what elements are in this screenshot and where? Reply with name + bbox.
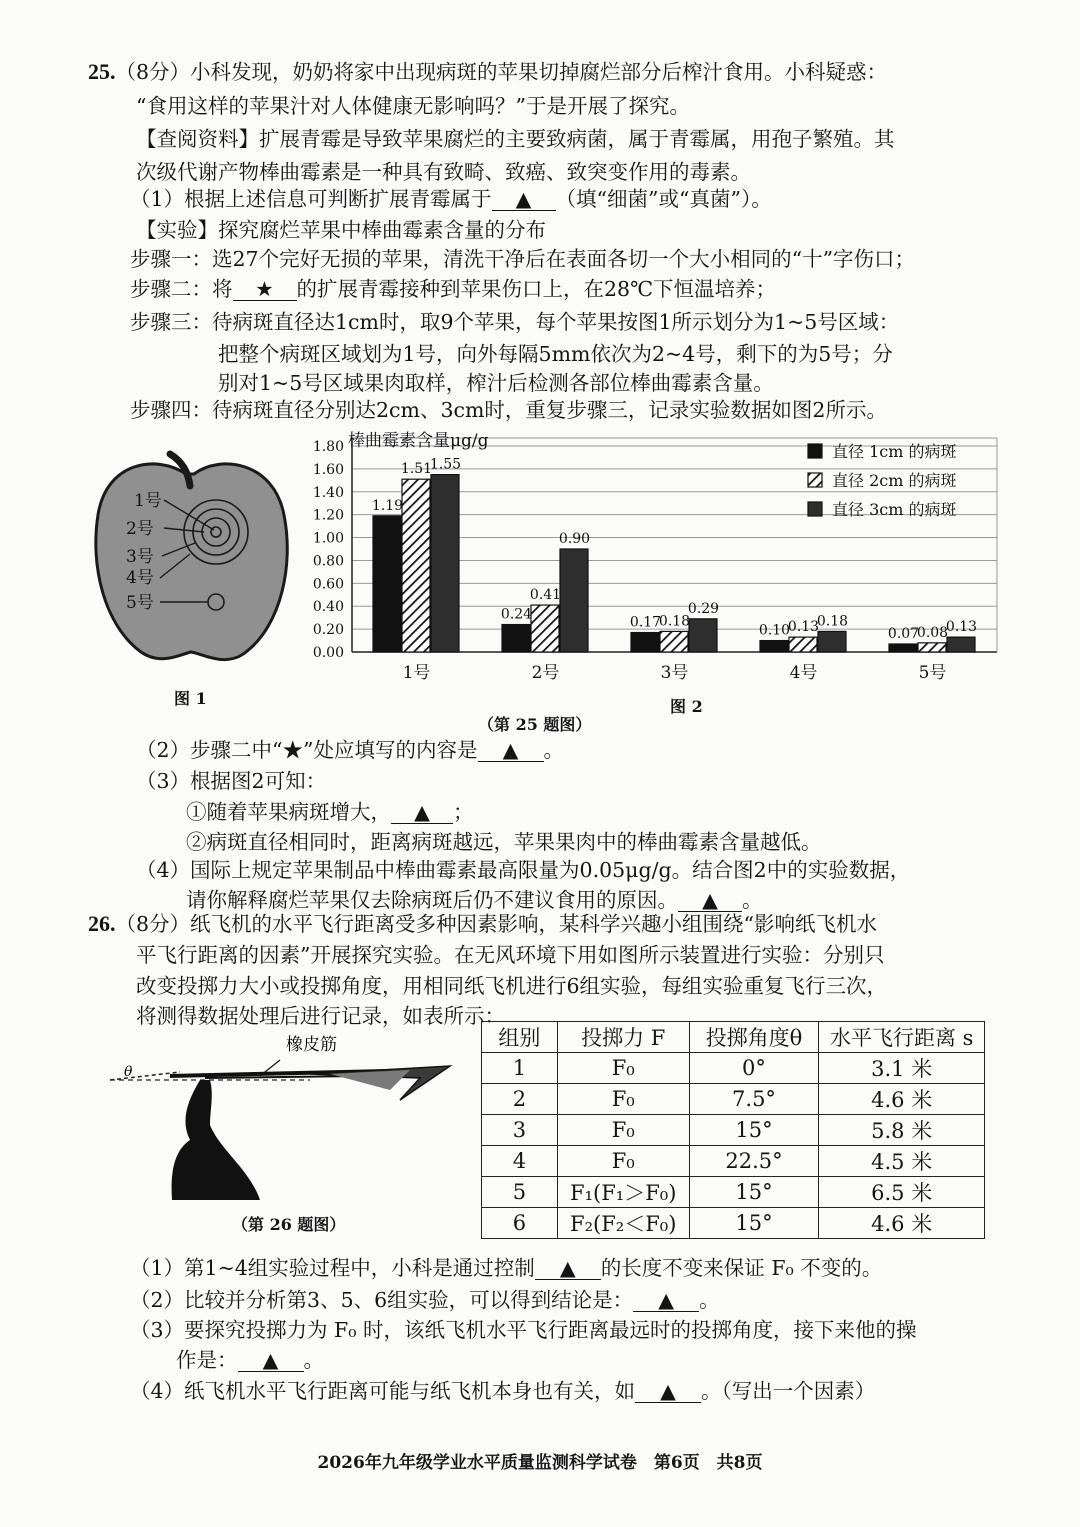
x-tick-label: 5号	[918, 663, 947, 683]
table-cell: 7.5°	[689, 1084, 819, 1115]
bar	[760, 641, 788, 652]
bar-value-label: 0.10	[758, 622, 791, 639]
bar-value-label: 0.13	[787, 619, 820, 636]
table-row	[482, 1146, 985, 1177]
q25-step3-1: 步骤三：待病斑直径达1cm时，取9个苹果，每个苹果按图1所示划分为1~5号区域：	[130, 310, 900, 334]
q26-line-4: 将测得数据处理后进行记录，如表所示：	[136, 1004, 505, 1028]
q26-sub3-line2: 作是： ▲ 。	[176, 1348, 324, 1372]
q25-line-2: “食用这样的苹果汁对人体健康无影响吗？”于是开展了探究。	[136, 94, 690, 118]
bar-value-label: 0.18	[816, 613, 849, 630]
q25-line-1: 25.（8分）小科发现，奶奶将家中出现病斑的苹果切掉腐烂部分后榨汁食用。小科疑惑：	[88, 59, 888, 84]
q25-sub3-item1: ①随着苹果病斑增大， ▲ ；	[186, 800, 474, 824]
bar-value-label: 0.24	[500, 606, 533, 623]
y-tick-label: 1.40	[312, 484, 344, 501]
launcher-figure	[110, 1030, 460, 1200]
experiment-table	[481, 1021, 985, 1239]
apple-figure	[86, 440, 296, 690]
table-cell: F₀	[557, 1053, 689, 1084]
bar-value-label: 0.90	[558, 531, 591, 547]
y-tick-label: 0.00	[312, 645, 344, 661]
bar-value-label: 0.29	[687, 600, 720, 617]
bar	[373, 516, 401, 652]
bar	[818, 631, 846, 652]
q26-line-2: 平飞行距离的因素”开展探究实验。在无风环境下用如图所示装置进行实验：分别只	[136, 943, 885, 967]
chart-legend	[808, 442, 957, 519]
x-tick-label: 4号	[789, 663, 818, 683]
bar-value-label: 1.55	[429, 456, 462, 473]
bar	[502, 625, 530, 652]
y-tick-label: 1.20	[312, 507, 344, 524]
q25-line-3: 【查阅资料】扩展青霉是导致苹果腐烂的主要致病菌，属于青霉属，用孢子繁殖。其	[136, 127, 895, 151]
bar	[889, 644, 917, 652]
q26-line-3: 改变投掷力大小或投掷角度，用相同纸飞机进行6组实验，每组实验重复飞行三次，	[136, 974, 888, 998]
q25-step3-3: 别对1~5号区域果肉取样，榨汁后检测各部位棒曲霉素含量。	[218, 371, 774, 395]
table-cell: 3.1 米	[819, 1053, 985, 1084]
star-blank[interactable]: ★	[233, 278, 297, 301]
table-header: 投掷角度θ	[689, 1022, 819, 1053]
q25-line-4: 次级代谢产物棒曲霉素是一种具有致畸、致癌、致突变作用的毒素。	[136, 160, 751, 184]
q26-sub2: （2）比较并分析第3、5、6组实验，可以得到结论是： ▲ 。	[130, 1288, 720, 1312]
q25-experiment: 【实验】探究腐烂苹果中棒曲霉素含量的分布	[136, 218, 546, 242]
table-cell: 6.5 米	[819, 1177, 985, 1208]
table-cell: 1	[482, 1053, 558, 1084]
table-header-row	[482, 1022, 985, 1053]
q25-sub2: （2）步骤二中“★”处应填写的内容是 ▲ 。	[136, 738, 565, 762]
table-row	[482, 1177, 985, 1208]
q25-step3-2: 把整个病斑区域划为1号，向外每隔5mm依次为2~4号，剩下的为5号；分	[218, 342, 893, 366]
y-tick-label: 0.80	[312, 553, 344, 570]
y-tick-label: 0.60	[312, 576, 344, 593]
table-row	[482, 1208, 985, 1239]
table-cell: 0°	[689, 1053, 819, 1084]
fig1-caption: 图 1	[174, 689, 207, 708]
table-row	[482, 1084, 985, 1115]
bar	[402, 479, 430, 652]
answer-blank[interactable]: ▲	[535, 1257, 601, 1280]
x-tick-label: 2号	[531, 663, 560, 683]
bar-value-label: 0.18	[658, 613, 691, 630]
horizontal-reference-line	[110, 1072, 180, 1080]
region-label: 5号	[126, 593, 154, 613]
q25-sub3-item2: ②病斑直径相同时，距离病斑越远，苹果果肉中的棒曲霉素含量越低。	[186, 830, 822, 854]
q25-sub4-line2: 请你解释腐烂苹果仅去除病斑后仍不建议食用的原因。 ▲ 。	[186, 888, 763, 912]
bar	[631, 633, 659, 652]
table-row	[482, 1053, 985, 1084]
table-cell: 5.8 米	[819, 1115, 985, 1146]
table-cell: 4.6 米	[819, 1208, 985, 1239]
table-cell: 5	[482, 1177, 558, 1208]
answer-blank[interactable]: ▲	[391, 801, 453, 824]
region-label: 2号	[126, 519, 154, 539]
bar-value-label: 0.17	[629, 614, 662, 631]
legend-swatch	[808, 473, 822, 487]
table-cell: 4.6 米	[819, 1084, 985, 1115]
legend-label: 直径 3cm 的病斑	[832, 500, 957, 519]
table-cell: F₀	[557, 1084, 689, 1115]
fig2-caption: 图 2	[670, 697, 703, 716]
y-tick-label: 0.40	[312, 599, 344, 616]
bar	[560, 549, 588, 652]
q25-sub4-line1: （4）国际上规定苹果制品中棒曲霉素最高限量为0.05μg/g。结合图2中的实验数据，	[136, 858, 911, 882]
q25-step2: 步骤二：将 ★ 的扩展青霉接种到苹果伤口上，在28℃下恒温培养；	[130, 277, 777, 301]
y-tick-label: 0.20	[312, 622, 344, 639]
bar-value-label: 1.51	[400, 461, 433, 478]
table-cell: F₁(F₁＞F₀)	[557, 1177, 689, 1208]
table-cell: 22.5°	[689, 1146, 819, 1177]
region-label: 1号	[134, 491, 162, 511]
bar	[431, 475, 459, 652]
table-cell: F₀	[557, 1115, 689, 1146]
table-cell: 2	[482, 1084, 558, 1115]
q26-sub1: （1）第1~4组实验过程中，小科是通过控制 ▲ 的长度不变来保证 F₀ 不变的。	[130, 1256, 883, 1280]
q26-number: 26.	[88, 911, 116, 936]
q25-figure-caption: （第 25 题图）	[478, 715, 592, 734]
table-cell: 4.5 米	[819, 1146, 985, 1177]
bar	[689, 619, 717, 652]
answer-blank[interactable]: ▲	[478, 739, 544, 762]
legend-swatch	[808, 444, 822, 458]
bar	[660, 631, 688, 652]
table-cell: 6	[482, 1208, 558, 1239]
toxin-bar-chart	[300, 428, 1005, 688]
table-header: 组别	[482, 1022, 558, 1053]
legend-label: 直径 1cm 的病斑	[832, 442, 957, 461]
x-tick-label: 1号	[402, 663, 431, 683]
table-row	[482, 1115, 985, 1146]
table-cell: 15°	[689, 1115, 819, 1146]
bar-value-label: 0.08	[916, 624, 949, 641]
bar-value-label: 0.13	[945, 619, 978, 636]
q26-sub4: （4）纸飞机水平飞行距离可能与纸飞机本身也有关，如 ▲ 。（写出一个因素）	[130, 1379, 876, 1403]
bar	[918, 643, 946, 652]
q25-number: 25.	[88, 59, 116, 84]
answer-blank[interactable]: ▲	[633, 1289, 699, 1312]
table-cell: 15°	[689, 1177, 819, 1208]
table-header: 投掷力 F	[557, 1022, 689, 1053]
q26-line-1: 26.（8分）纸飞机的水平飞行距离受多种因素影响，某科学兴趣小组围绕“影响纸飞机水	[88, 911, 878, 936]
hand-silhouette	[172, 1080, 260, 1200]
y-axis-ticks	[313, 439, 344, 661]
legend-label: 直径 2cm 的病斑	[832, 471, 957, 490]
table-cell: 15°	[689, 1208, 819, 1239]
q25-step4: 步骤四：待病斑直径分别达2cm、3cm时，重复步骤三，记录实验数据如图2所示。	[130, 398, 887, 422]
bar-value-label: 0.41	[529, 587, 562, 604]
angle-label: θ	[124, 1064, 133, 1080]
table-cell: 3	[482, 1115, 558, 1146]
answer-blank[interactable]: ▲	[635, 1380, 701, 1403]
table-cell: 4	[482, 1146, 558, 1177]
table-header: 水平飞行距离 s	[819, 1022, 985, 1053]
rubber-band-label: 橡皮筋	[286, 1035, 337, 1055]
bar	[947, 637, 975, 652]
bar-value-label: 0.07	[887, 625, 920, 642]
q26-sub3-line1: （3）要探究投掷力为 F₀ 时，该纸飞机水平飞行距离最远时的投掷角度，接下来他的操	[130, 1318, 917, 1342]
y-axis-label: 棒曲霉素含量μg/g	[348, 431, 489, 451]
bar-value-label: 1.19	[371, 497, 404, 514]
answer-blank[interactable]: ▲	[492, 188, 556, 211]
bar	[531, 605, 559, 652]
y-tick-label: 1.80	[312, 439, 344, 455]
x-axis-ticks	[403, 663, 947, 683]
bar	[789, 637, 817, 652]
region-label: 4号	[126, 568, 154, 588]
q26-figure-caption: （第 26 题图）	[232, 1215, 346, 1234]
table-cell: F₀	[557, 1146, 689, 1177]
region-label: 3号	[126, 547, 154, 567]
q25-sub3-intro: （3）根据图2可知：	[136, 769, 327, 793]
q25-sub1: （1）根据上述信息可判断扩展青霉属于 ▲ （填“细菌”或“真菌”）。	[130, 187, 772, 211]
table-cell: F₂(F₂＜F₀)	[557, 1208, 689, 1239]
answer-blank[interactable]: ▲	[238, 1349, 304, 1372]
x-tick-label: 3号	[660, 663, 689, 683]
apple-body	[96, 464, 287, 660]
y-tick-label: 1.00	[312, 530, 344, 547]
answer-blank[interactable]: ▲	[678, 889, 742, 912]
y-tick-label: 1.60	[312, 461, 344, 478]
page-footer: 2026年九年级学业水平质量监测科学试卷 第6页 共8页	[317, 1453, 763, 1473]
q25-step1: 步骤一：选27个完好无损的苹果，清洗干净后在表面各切一个大小相同的“十”字伤口；	[130, 247, 916, 271]
legend-swatch	[808, 502, 822, 516]
